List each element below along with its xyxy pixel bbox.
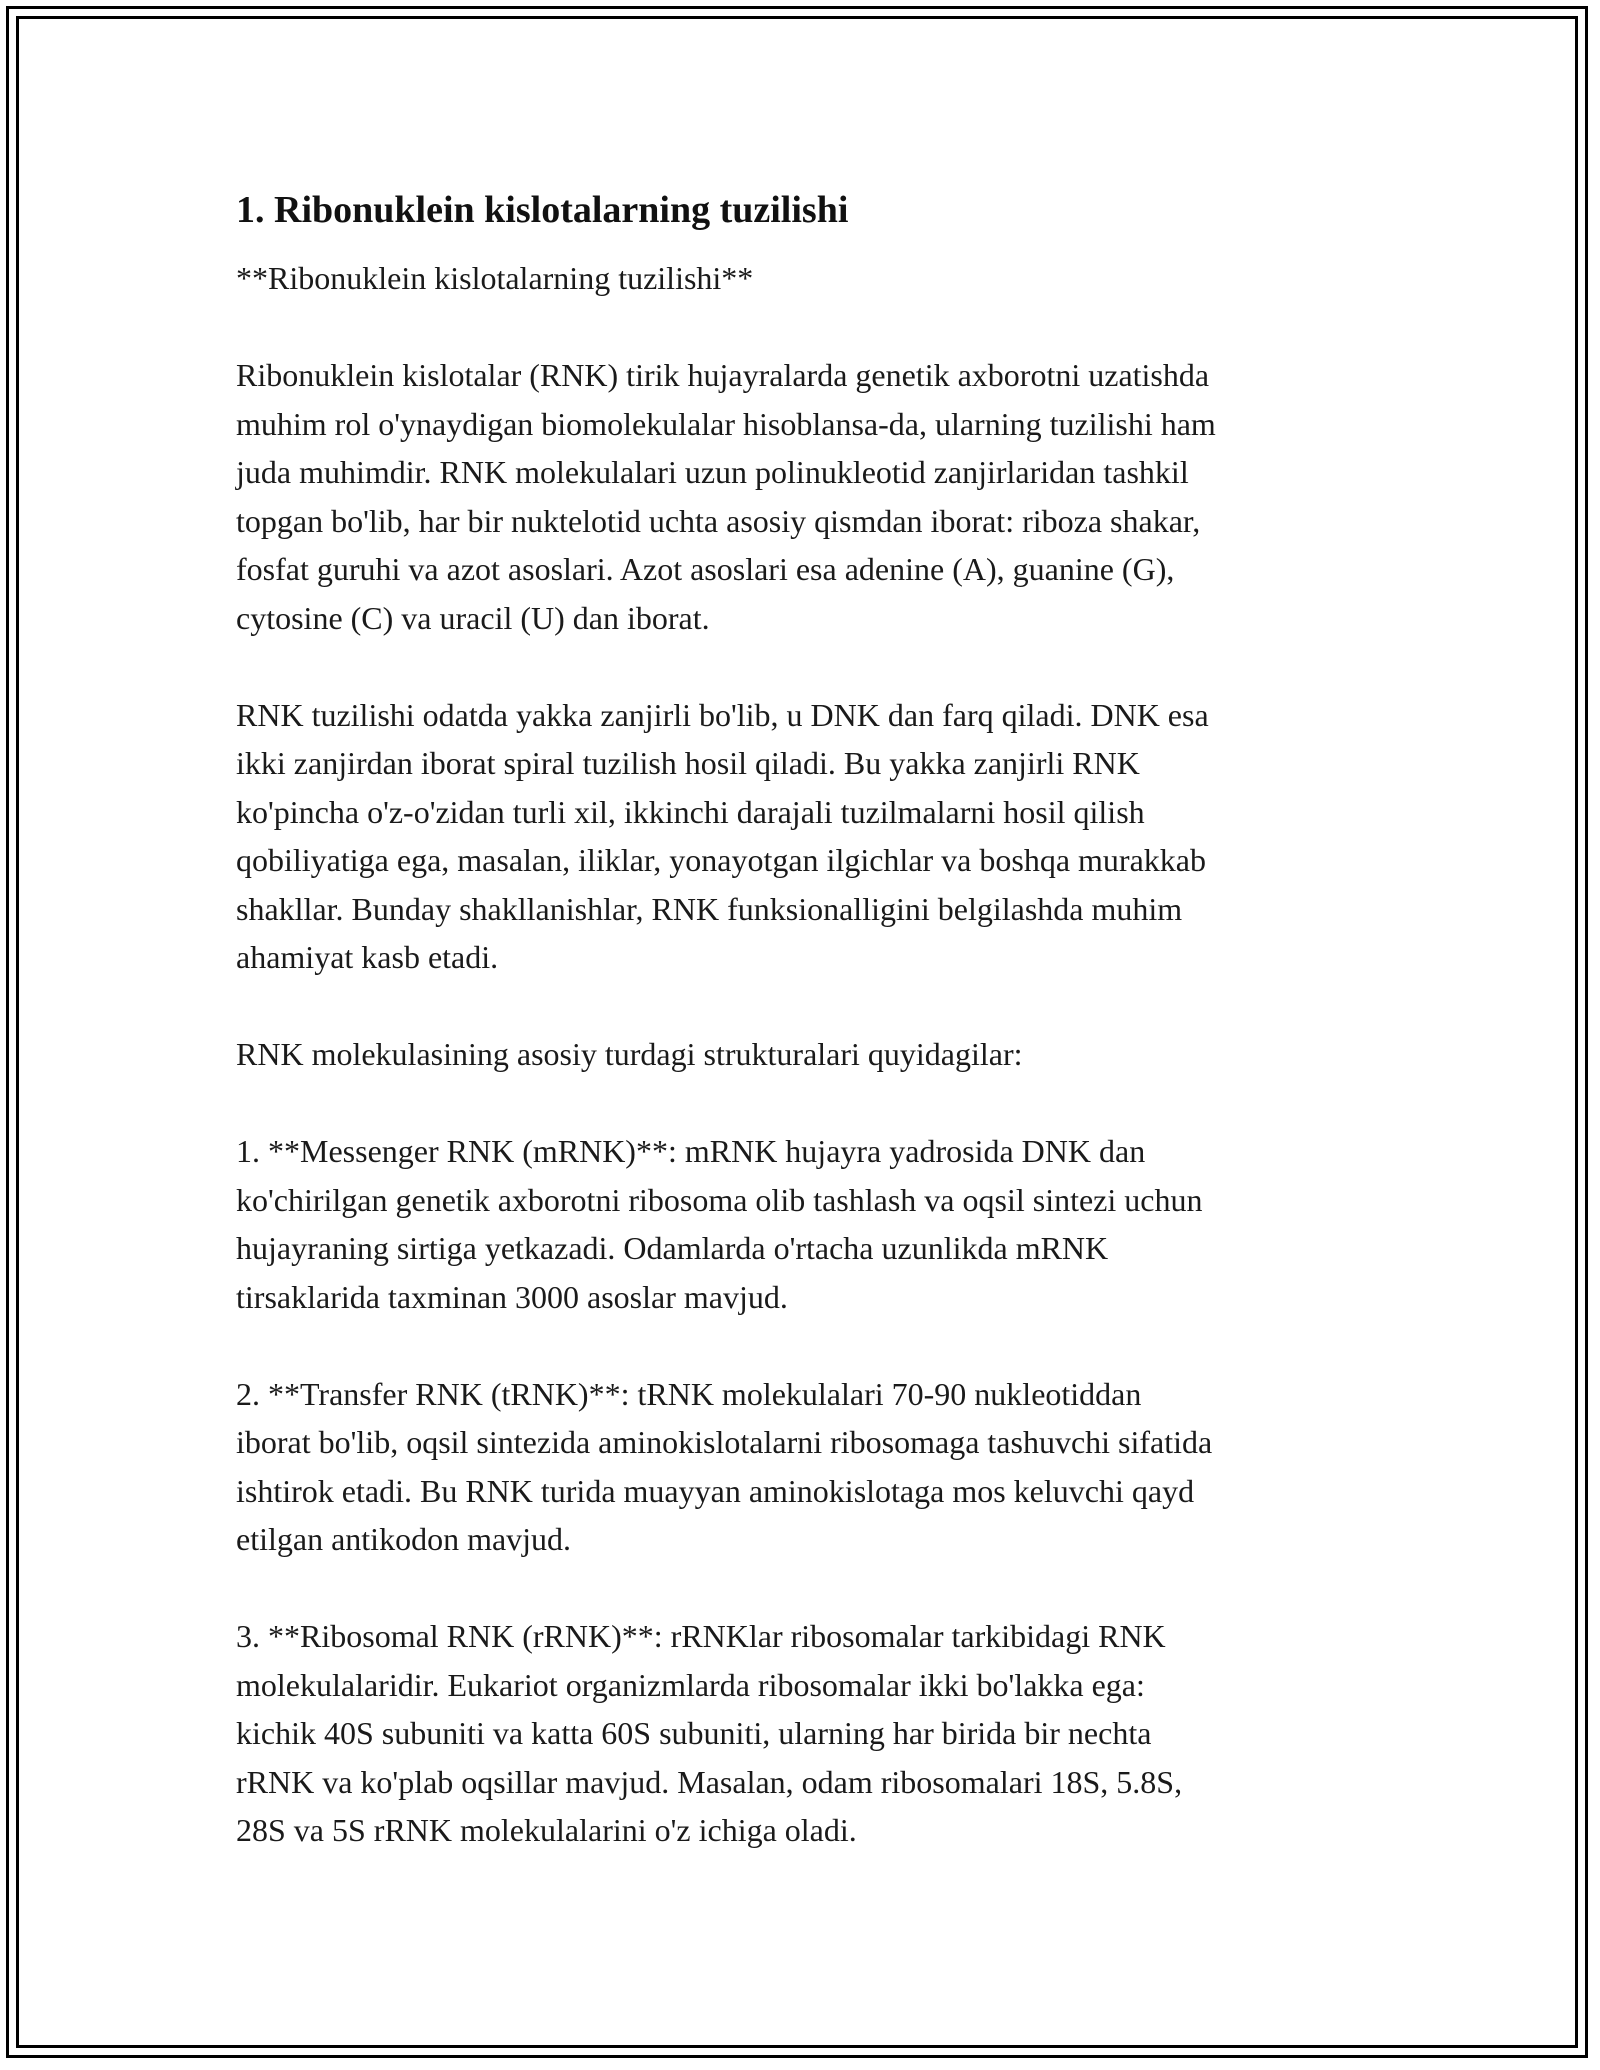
types-intro-paragraph: RNK molekulasining asosiy turdagi strukturalari quyidagilar: — [236, 1036, 1023, 1072]
list-item-trna: 2. **Transfer RNK (tRNK)**: tRNK molekulalari 70-90 nukleotiddan iborat bo'lib, oqsil sintezida aminokislotalarni ribosomaga tashuvchi sifatida ishtirok etadi. Bu RNK turida muayyan aminokislotaga mos keluvchi qayd etilgan antikodon mavjud. — [236, 1375, 1213, 1557]
structure-paragraph: RNK tuzilishi odatda yakka zanjirli bo'lib, u DNK dan farq qiladi. DNK esa ikki zanjirdan iborat spiral tuzilish hosil qiladi. Bu yakka zanjirli RNK ko'pincha o'z-o'zidan turli xil, ikkinchi darajali tuzilmalarni hosil qilish qobiliyatiga ega, masalan, iliklar, yonayotgan ilgichlar va boshqa murakkab shakllar. Bunday shakllanishlar, RNK funksionalligini belgilashda muhim ahamiyat kasb etadi. — [236, 696, 1209, 975]
page-title: 1. Ribonuklein kislotalarning tuzilishi — [236, 189, 849, 231]
document-body — [236, 186, 1366, 1903]
list-item-rrna: 3. **Ribosomal RNK (rRNK)**: rRNKlar ribosomalar tarkibidagi RNK molekulalaridir. Eukariot organizmlarda ribosomalar ikki bo'lakka ega: kichik 40S subuniti va katta 60S subuniti, ularning har birida bir nechta rRNK va ko'plab oqsillar mavjud. Masalan, odam ribosomalari 18S, 5.8S, 28S va 5S rRNK molekulalarini o'z ichiga oladi. — [236, 1618, 1183, 1848]
bold-subtitle-paragraph: **Ribonuklein kislotalarning tuzilishi** — [236, 260, 754, 296]
intro-paragraph: Ribonuklein kislotalar (RNK) tirik hujayralarda genetik axborotni uzatishda muhim rol o'ynaydigan biomolekulalar hisoblansa-da, ularning tuzilishi ham juda muhimdir. RNK molekulalari uzun polinukleotid zanjirlaridan tashkil topgan bo'lib, har bir nuktelotid uchta asosiy qismdan iborat: riboza shakar, fosfat guruhi va azot asoslari. Azot asoslari esa adenine (A), guanine (G), cytosine (C) va uracil (U) dan iborat. — [236, 357, 1216, 636]
list-item-mrna: 1. **Messenger RNK (mRNK)**: mRNK hujayra yadrosida DNK dan ko'chirilgan genetik axborotni ribosoma olib tashlash va oqsil sintezi uchun hujayraning sirtiga yetkazadi. Odamlarda o'rtacha uzunlikda mRNK tirsaklarida taxminan 3000 asoslar mavjud. — [236, 1133, 1203, 1315]
